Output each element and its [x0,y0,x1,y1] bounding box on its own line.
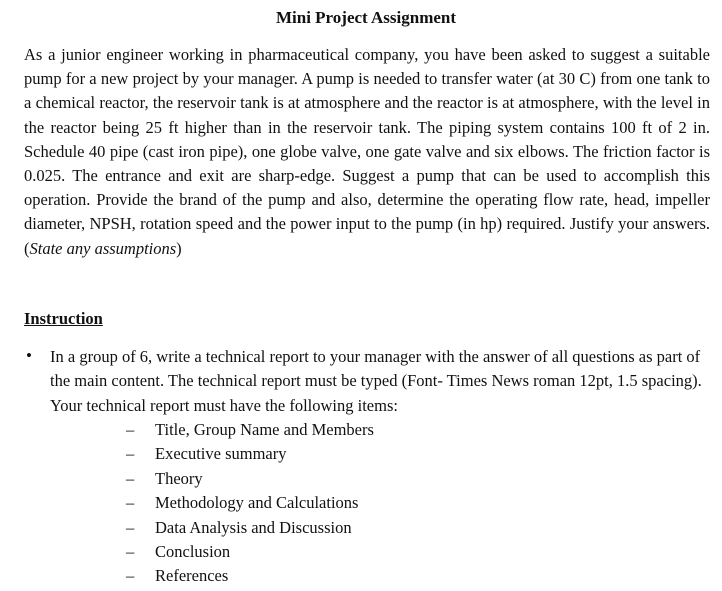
list-item-label: Title, Group Name and Members [155,420,374,439]
list-item-label: References [155,566,229,586]
closing-parenthesis: ) [176,238,182,258]
dash-icon: – [126,444,135,464]
report-items-list [126,418,374,589]
dash-icon: – [126,493,135,513]
list-item [126,564,374,588]
assignment-paragraph [24,43,710,261]
assumptions-note: State any assumptions [29,238,177,258]
page-title: Mini Project Assignment [275,8,457,27]
dash-icon: – [126,420,135,439]
list-item-label: Theory [155,468,203,488]
list-item [126,540,374,564]
list-item [126,418,374,442]
assignment-text: As a junior engineer working in pharmaceutical company, you have been asked to suggest a suitable pump for a new project by your manager. A pump is needed to transfer water (at 30 C) from one tank to a chemical reactor, the reservoir tank is at atmosphere and the reactor is at atmosphere, with the level in the reactor being 25 ft higher than in the reservoir tank. The piping system contains 100 ft of 2 in. Schedule 40 pipe (cast iron pipe), one globe valve, one gate valve and six elbows. The friction factor is 0.025. The entrance and exit are sharp-edge. Suggest a pump that can be used to accomplish this operation. Provide the brand of the pump and also, determine the operating flow rate, head, impeller diameter, NPSH, rotation speed and the power input to the pump (in hp) required. Justify your answers. ( [24,45,710,258]
dash-icon: – [126,468,135,488]
list-item-label: Data Analysis and Discussion [155,517,352,537]
dash-icon: – [126,566,135,586]
list-item-label: Methodology and Calculations [155,493,359,513]
list-item [126,491,374,515]
list-item-label: Conclusion [155,542,231,562]
list-item [126,442,374,466]
dash-icon: – [126,542,135,562]
list-item [126,516,374,540]
list-item [126,467,374,491]
instruction-text: In a group of 6, write a technical report to your manager with the answer of all questions as part of the main content. The technical report must be typed (Font- Times News roman 12pt, 1.5 spacing). Your technical report must have the following items: [50,347,702,415]
dash-icon: – [126,517,135,537]
instruction-heading: Instruction [24,309,103,328]
bullet-icon: • [26,346,32,365]
list-item-label: Executive summary [155,444,287,464]
